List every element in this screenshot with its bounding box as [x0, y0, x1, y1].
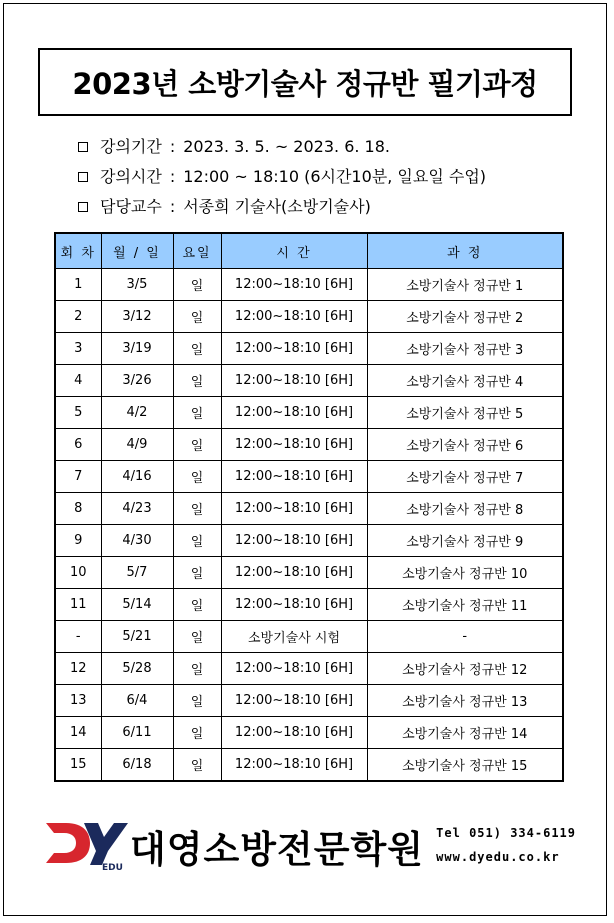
cell-session: 14 [55, 717, 101, 749]
cell-date: 5/28 [101, 653, 173, 685]
logo-d-shape [46, 823, 90, 863]
info-separator: : [169, 167, 176, 186]
cell-time: 12:00~18:10 [6H] [221, 397, 367, 429]
table-row [55, 493, 563, 525]
cell-session: 6 [55, 429, 101, 461]
cell-session: 8 [55, 493, 101, 525]
logo-y-shape [84, 823, 128, 865]
table-row [55, 365, 563, 397]
info-label: 강의시간 [100, 167, 162, 186]
cell-course: 소방기술사 정규반 7 [367, 461, 563, 493]
info-label: 강의기간 [100, 137, 162, 156]
info-label: 담당교수 [100, 197, 162, 216]
cell-time: 12:00~18:10 [6H] [221, 461, 367, 493]
cell-date: 6/11 [101, 717, 173, 749]
info-separator: : [169, 197, 176, 216]
cell-session: 1 [55, 269, 101, 301]
schedule-table [54, 232, 564, 782]
footer [44, 815, 584, 875]
table-row [55, 717, 563, 749]
cell-date: 5/21 [101, 621, 173, 653]
header-date: 월 / 일 [101, 233, 173, 269]
cell-session: 3 [55, 333, 101, 365]
cell-course: 소방기술사 정규반 15 [367, 749, 563, 782]
cell-day: 일 [173, 333, 221, 365]
table-row [55, 301, 563, 333]
table-row [55, 621, 563, 653]
cell-session: 11 [55, 589, 101, 621]
cell-day: 일 [173, 749, 221, 782]
cell-day: 일 [173, 365, 221, 397]
checkbox-bullet-icon [78, 172, 88, 182]
cell-session: 4 [55, 365, 101, 397]
header-session: 회 차 [55, 233, 101, 269]
cell-course: 소방기술사 정규반 1 [367, 269, 563, 301]
cell-day: 일 [173, 269, 221, 301]
table-row [55, 429, 563, 461]
cell-session: 13 [55, 685, 101, 717]
table-row [55, 397, 563, 429]
table-row [55, 557, 563, 589]
contact-info [436, 821, 576, 869]
cell-course: 소방기술사 정규반 10 [367, 557, 563, 589]
cell-time: 12:00~18:10 [6H] [221, 333, 367, 365]
table-row [55, 525, 563, 557]
table-row [55, 269, 563, 301]
info-value: 2023. 3. 5. ~ 2023. 6. 18. [183, 137, 390, 156]
cell-day: 일 [173, 557, 221, 589]
table-row [55, 653, 563, 685]
table-row [55, 749, 563, 782]
dy-logo-icon [44, 815, 128, 871]
cell-day: 일 [173, 493, 221, 525]
cell-course: 소방기술사 정규반 11 [367, 589, 563, 621]
document-title [38, 48, 572, 116]
cell-date: 4/9 [101, 429, 173, 461]
course-info [78, 132, 486, 222]
header-day: 요일 [173, 233, 221, 269]
cell-session: 5 [55, 397, 101, 429]
info-value: 서종희 기술사(소방기술사) [183, 197, 371, 216]
cell-session: 9 [55, 525, 101, 557]
cell-date: 4/30 [101, 525, 173, 557]
table-row [55, 461, 563, 493]
cell-date: 3/19 [101, 333, 173, 365]
title-text: 2023년 소방기술사 정규반 필기과정 [72, 66, 538, 101]
cell-day: 일 [173, 717, 221, 749]
cell-course: 소방기술사 정규반 8 [367, 493, 563, 525]
info-separator: : [169, 137, 176, 156]
cell-time: 12:00~18:10 [6H] [221, 589, 367, 621]
cell-date: 5/14 [101, 589, 173, 621]
cell-course: 소방기술사 정규반 13 [367, 685, 563, 717]
cell-day: 일 [173, 621, 221, 653]
info-time [78, 162, 486, 192]
cell-time: 12:00~18:10 [6H] [221, 653, 367, 685]
cell-course: 소방기술사 정규반 6 [367, 429, 563, 461]
cell-day: 일 [173, 525, 221, 557]
cell-course: 소방기술사 정규반 9 [367, 525, 563, 557]
cell-session: - [55, 621, 101, 653]
cell-day: 일 [173, 653, 221, 685]
info-professor [78, 192, 486, 222]
cell-date: 5/7 [101, 557, 173, 589]
cell-time: 12:00~18:10 [6H] [221, 717, 367, 749]
cell-session: 7 [55, 461, 101, 493]
cell-time: 12:00~18:10 [6H] [221, 685, 367, 717]
cell-course: 소방기술사 정규반 5 [367, 397, 563, 429]
checkbox-bullet-icon [78, 202, 88, 212]
website-text: www.dyedu.co.kr [436, 850, 560, 864]
cell-time: 12:00~18:10 [6H] [221, 301, 367, 333]
cell-date: 4/2 [101, 397, 173, 429]
cell-course: 소방기술사 정규반 12 [367, 653, 563, 685]
cell-date: 6/4 [101, 685, 173, 717]
cell-time: 12:00~18:10 [6H] [221, 525, 367, 557]
tel-text: Tel 051) 334-6119 [436, 826, 576, 840]
cell-day: 일 [173, 301, 221, 333]
table-row [55, 685, 563, 717]
cell-time: 소방기술사 시험 [221, 621, 367, 653]
table-row [55, 589, 563, 621]
header-time: 시 간 [221, 233, 367, 269]
cell-day: 일 [173, 685, 221, 717]
cell-day: 일 [173, 589, 221, 621]
cell-time: 12:00~18:10 [6H] [221, 269, 367, 301]
cell-date: 4/16 [101, 461, 173, 493]
table-row [55, 333, 563, 365]
cell-time: 12:00~18:10 [6H] [221, 365, 367, 397]
cell-date: 3/5 [101, 269, 173, 301]
table-body [55, 269, 563, 782]
cell-date: 4/23 [101, 493, 173, 525]
header-course: 과 정 [367, 233, 563, 269]
cell-session: 15 [55, 749, 101, 782]
cell-course: 소방기술사 정규반 2 [367, 301, 563, 333]
checkbox-bullet-icon [78, 142, 88, 152]
cell-course: 소방기술사 정규반 4 [367, 365, 563, 397]
cell-date: 6/18 [101, 749, 173, 782]
cell-date: 3/12 [101, 301, 173, 333]
cell-time: 12:00~18:10 [6H] [221, 429, 367, 461]
cell-course: 소방기술사 정규반 14 [367, 717, 563, 749]
cell-time: 12:00~18:10 [6H] [221, 749, 367, 782]
cell-course: - [367, 621, 563, 653]
cell-course: 소방기술사 정규반 3 [367, 333, 563, 365]
cell-time: 12:00~18:10 [6H] [221, 557, 367, 589]
cell-session: 2 [55, 301, 101, 333]
academy-name: 대영소방전문학원 [130, 828, 424, 871]
cell-day: 일 [173, 429, 221, 461]
table-header-row [55, 233, 563, 269]
cell-day: 일 [173, 461, 221, 493]
cell-session: 10 [55, 557, 101, 589]
info-period [78, 132, 486, 162]
cell-session: 12 [55, 653, 101, 685]
info-value: 12:00 ~ 18:10 (6시간10분, 일요일 수업) [183, 167, 487, 186]
cell-day: 일 [173, 397, 221, 429]
logo-sub-text: EDU [102, 863, 123, 871]
cell-date: 3/26 [101, 365, 173, 397]
cell-time: 12:00~18:10 [6H] [221, 493, 367, 525]
